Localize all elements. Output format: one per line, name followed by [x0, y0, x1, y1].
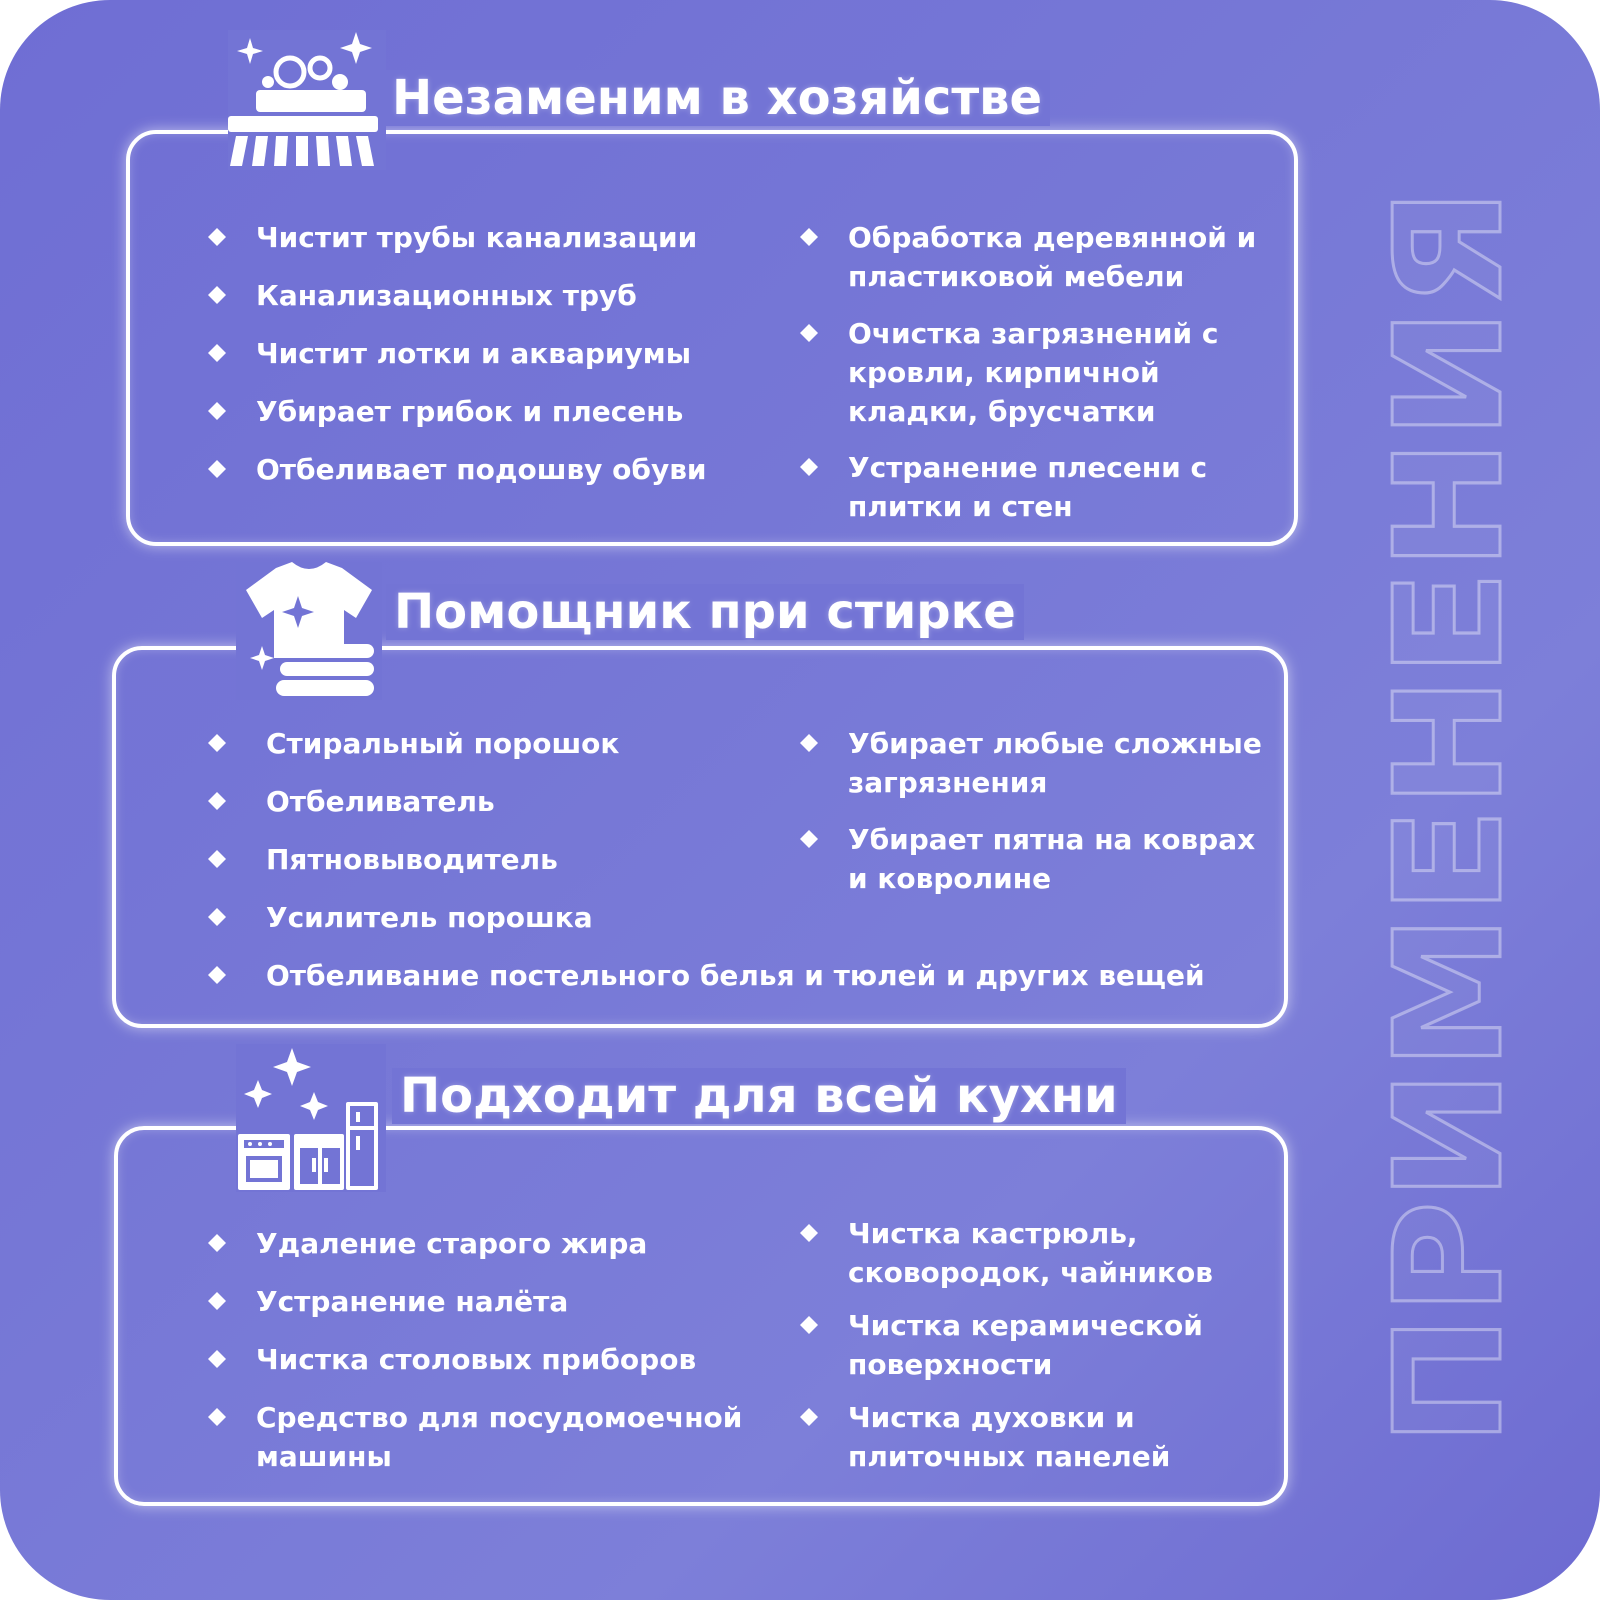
- list-item: Убирает любые сложные загрязнения: [800, 724, 1270, 802]
- diamond-bullet-icon: [800, 324, 818, 342]
- diamond-bullet-icon: [208, 286, 226, 304]
- laundry-shirt-icon: [236, 562, 382, 700]
- list-item: Устранение налёта: [208, 1282, 768, 1321]
- list-item: Удаление старого жира: [208, 1224, 768, 1263]
- section-laundry-title: Помощник при стирке: [386, 584, 1024, 640]
- diamond-bullet-icon: [208, 402, 226, 420]
- brush-icon: [228, 30, 386, 170]
- side-label: [1363, 188, 1535, 1446]
- side-label-svg: [1363, 188, 1535, 1446]
- list-item: Чистка духовки и плиточных панелей: [800, 1398, 1270, 1476]
- list-item: Убирает грибок и плесень: [208, 392, 768, 431]
- list-item: Усилитель порошка: [208, 898, 768, 937]
- diamond-bullet-icon: [800, 1316, 818, 1334]
- diamond-bullet-icon: [208, 966, 226, 984]
- diamond-bullet-icon: [800, 458, 818, 476]
- diamond-bullet-icon: [208, 850, 226, 868]
- diamond-bullet-icon: [208, 1350, 226, 1368]
- diamond-bullet-icon: [208, 1234, 226, 1252]
- diamond-bullet-icon: [800, 1224, 818, 1242]
- diamond-bullet-icon: [800, 228, 818, 246]
- list-item: Убирает пятна на коврах и ковролине: [800, 820, 1270, 898]
- diamond-bullet-icon: [208, 344, 226, 362]
- list-item: Очистка загрязнений с кровли, кирпичной кладки, брусчатки: [800, 314, 1270, 431]
- list-item: Пятновыводитель: [208, 840, 768, 879]
- list-item: Канализационных труб: [208, 276, 768, 315]
- diamond-bullet-icon: [208, 460, 226, 478]
- list-item: Устранение плесени с плитки и стен: [800, 448, 1270, 526]
- list-item: Чистка керамической поверхности: [800, 1306, 1270, 1384]
- section-household-title: Незаменим в хозяйстве: [384, 70, 1050, 126]
- list-item: Стиральный порошок: [208, 724, 768, 763]
- diamond-bullet-icon: [208, 1408, 226, 1426]
- diamond-bullet-icon: [208, 792, 226, 810]
- diamond-bullet-icon: [208, 908, 226, 926]
- list-item: Чистит трубы канализации: [208, 218, 768, 257]
- diamond-bullet-icon: [800, 830, 818, 848]
- kitchen-icon: [236, 1044, 386, 1192]
- list-item: Средство для посудомоечной машины: [208, 1398, 768, 1476]
- side-label-text: ПРИМЕНЕНИЯ: [1363, 254, 1535, 1446]
- section-kitchen-title: Подходит для всей кухни: [392, 1068, 1126, 1124]
- diamond-bullet-icon: [208, 1292, 226, 1310]
- diamond-bullet-icon: [800, 1408, 818, 1426]
- diamond-bullet-icon: [208, 734, 226, 752]
- list-item: Чистка кастрюль, сковородок, чайников: [800, 1214, 1270, 1292]
- diamond-bullet-icon: [208, 228, 226, 246]
- list-item: Отбеливает подошву обуви: [208, 450, 768, 489]
- diamond-bullet-icon: [800, 734, 818, 752]
- list-item-full-width: Отбеливание постельного белья и тюлей и других вещей: [208, 956, 1248, 995]
- list-item: Обработка деревянной и пластиковой мебели: [800, 218, 1270, 296]
- list-item: Чистка столовых приборов: [208, 1340, 768, 1379]
- list-item: Чистит лотки и аквариумы: [208, 334, 768, 373]
- list-item: Отбеливатель: [208, 782, 768, 821]
